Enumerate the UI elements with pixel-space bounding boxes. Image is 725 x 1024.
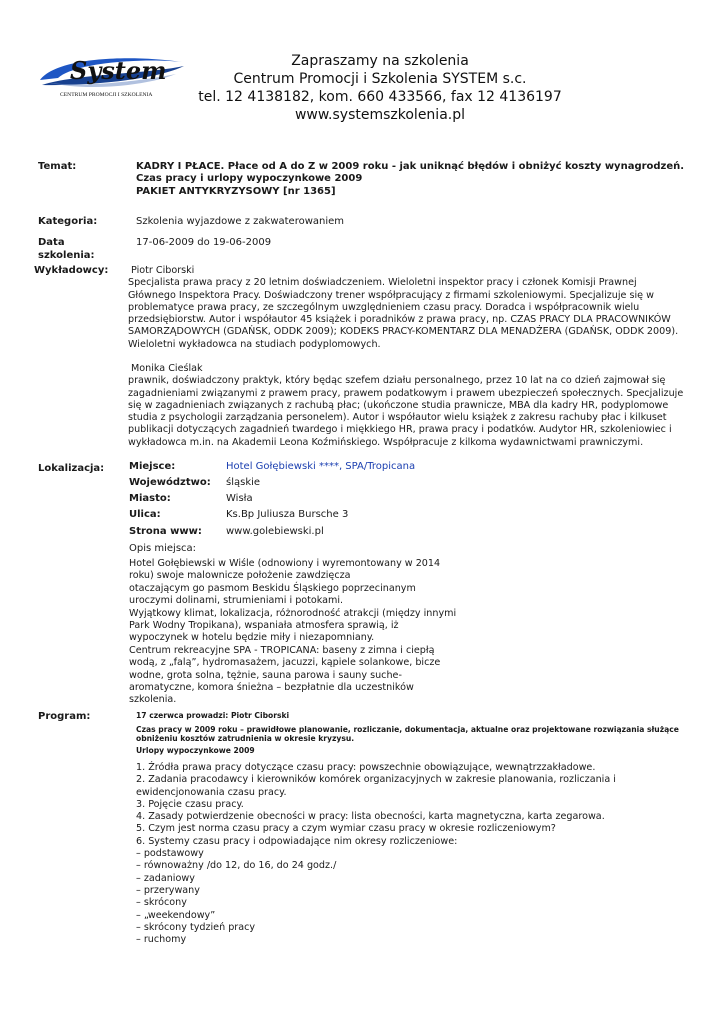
temat-line-2: Czas pracy i urlopy wypoczynkowe 2009 (136, 173, 363, 185)
program-label: Program: (38, 711, 91, 722)
company-logo (36, 52, 186, 100)
opis-miejsca-text (129, 558, 456, 707)
data-szkolenia-label (38, 237, 95, 262)
program-item: ewidencjonowania czasu pracy. (136, 786, 287, 798)
header-line-4[interactable]: www.systemszkolenia.pl (294, 107, 466, 123)
wojewodztwo-value: śląskie (226, 477, 261, 488)
lecturer-1 (128, 265, 678, 351)
program-item: – „weekendowy” (136, 909, 216, 921)
opis-line: aromatyczne, komora śnieżna – bezpłatnie dla uczestników (129, 682, 414, 694)
lecturer-2-bio-line: wykładowca m.in. na Akademii Leona Koźmińskiego. Współpracuje z kilkoma wydawnictwami prawniczymi. (128, 436, 644, 448)
header-line-3: tel. 12 4138182, kom. 660 433566, fax 12 4136197 (198, 89, 562, 105)
location-row-ulica (129, 509, 629, 523)
lecturer-2-bio-line: prawnik, doświadczony praktyk, który będąc szefem działu personalnego, przez 10 lat na co dzień zajmował się (128, 375, 666, 387)
data-szkolenia-value: 17-06-2009 do 19-06-2009 (136, 237, 272, 248)
miasto-value: Wisła (226, 493, 253, 504)
lecturer-1-bio-line: Głównego Inspektora Pracy. Doświadczony trener współpracujący z firmami szkoleniowymi. Specjalizuje się w (128, 289, 654, 301)
program-day-heading: 17 czerwca prowadzi: Piotr Ciborski (136, 711, 290, 720)
opis-line: szkolenia. (129, 694, 177, 706)
lokalizacja-label: Lokalizacja: (38, 463, 105, 474)
program-item: – ruchomy (136, 934, 187, 946)
data-label-line-1: Data (38, 237, 65, 248)
opis-line: Centrum rekreacyjne SPA - TROPICANA: baseny z zimna i ciepłą (129, 644, 435, 656)
program-item: – skrócony (136, 897, 187, 909)
opis-line: Hotel Gołębiewski w Wiśle (odnowiony i wyremontowany w 2014 (129, 558, 441, 569)
program-item: 6. Systemy czasu pracy i odpowiadające nim okresy rozliczeniowe: (136, 835, 458, 847)
program-item: 2. Zadania pracodawcy i kierowników komórek organizacyjnych w zakresie planowania, rozliczania i (136, 774, 616, 786)
program-item: – równoważny /do 12, do 16, do 24 godz./ (136, 860, 337, 872)
kategoria-value: Szkolenia wyjazdowe z zakwaterowaniem (136, 216, 345, 227)
location-row-miejsce (129, 461, 629, 475)
temat-label: Temat: (38, 161, 77, 172)
miasto-label: Miasto: (129, 493, 171, 504)
opis-line: roku) swoje malownicze położenie zawdzięcza (129, 570, 351, 582)
opis-line: wypoczynek w hotelu będzie miły i niezapomniany. (129, 632, 375, 644)
header-line-1: Zapraszamy na szkolenia (291, 53, 469, 69)
program-urlopy-heading: Urlopy wypoczynkowe 2009 (136, 746, 255, 755)
lecturer-2-bio-line: zagadnieniami związanymi z prawem pracy, prawem podatkowym i prawem ubezpieczeń społecznych. Specjalizuje (128, 387, 684, 399)
location-row-www (129, 526, 629, 540)
www-label: Strona www: (129, 526, 202, 537)
lecturer-1-bio-line: przedsiębiorstw. Autor i współautor 45 książek i poradników z prawa pracy, np. CZAS PRACY DLA PRACOWNIKÓW (128, 314, 671, 326)
lecturer-2-bio-line: studia z psychologii zarządzania personelem). Autor i współautor wielu książek z zakresu rachuby płac i kilkuset (128, 412, 667, 424)
kategoria-label: Kategoria: (38, 216, 98, 227)
ulica-label: Ulica: (129, 509, 161, 520)
program-subheading-line: Czas pracy w 2009 roku – prawidłowe planowanie, rozliczanie, dokumentacja, aktualne oraz projektowane rozwiązania służące (136, 725, 679, 734)
program-subheading (136, 725, 679, 744)
program-subheading-line: obniżeniu kosztów zatrudnienia w okresie kryzysu. (136, 734, 355, 744)
opis-line: wodą, z „falą”, hydromasażem, jacuzzi, kąpiele solankowe, bicze (129, 657, 441, 669)
program-item: – skrócony tydzień pracy (136, 921, 256, 933)
lecturer-1-bio-line: problematyce prawa pracy, ze szczególnym uwzględnieniem czasu pracy. Doradca i współpracownik wielu (128, 301, 640, 313)
miejsce-link[interactable]: Hotel Gołębiewski ****, SPA/Tropicana (226, 461, 416, 472)
program-item: 5. Czym jest norma czasu pracy a czym wymiar czasu pracy w okresie rozliczeniowym? (136, 823, 556, 835)
lecturer-2 (128, 363, 683, 449)
opis-line: Park Wodny Tropikana), wspaniała atmosfera sprawią, iż (129, 620, 399, 632)
program-item: 1. Źródła prawa pracy dotyczące czasu pracy: powszechnie obowiązujące, wewnątrzzakładowe. (136, 762, 596, 773)
lecturer-2-name: Monika Cieślak (131, 363, 203, 374)
program-item: – zadaniowy (136, 872, 195, 884)
opis-line: Wyjątkowy klimat, lokalizacja, różnorodność atrakcji (między innymi (129, 607, 457, 619)
temat-value (136, 161, 684, 198)
miejsce-label: Miejsce: (129, 461, 176, 472)
data-label-line-2: szkolenia: (38, 249, 95, 261)
header-line-2: Centrum Promocji i Szkolenia SYSTEM s.c. (233, 71, 527, 87)
location-row-miasto (129, 493, 629, 507)
logo-graphic (36, 52, 186, 100)
program-items (136, 762, 616, 946)
header-contact (190, 52, 570, 124)
opis-line: otaczającym go pasmom Beskidu Śląskiego poprzecinanym (129, 582, 416, 594)
wykladowcy-label: Wykładowcy: (34, 265, 109, 276)
wojewodztwo-label: Województwo: (129, 477, 211, 488)
lecturer-2-bio-line: publikacji dotyczących zagadnień twardego i miękkiego HR, prawa pracy i podatków. Audytor HR, szkoleniowiec i (128, 424, 672, 436)
location-row-wojewodztwo (129, 477, 629, 491)
program-item: 4. Zasady potwierdzenie obecności w pracy: lista obecności, karta magnetyczna, karta zegarowa. (136, 811, 605, 823)
program-item: – przerywany (136, 884, 200, 896)
lecturer-1-bio-line: Wieloletni wykładowca na studiach podyplomowych. (128, 338, 381, 350)
logo-word: System (70, 56, 167, 85)
opis-line: uroczymi dolinami, strumieniami i potokami. (129, 595, 344, 607)
program-item: – podstawowy (136, 848, 204, 860)
program-item: 3. Pojęcie czasu pracy. (136, 798, 244, 810)
opis-miejsca-label: Opis miejsca: (129, 543, 197, 554)
lecturer-1-bio-line: Specjalista prawa pracy z 20 letnim doświadczeniem. Wieloletni inspektor pracy i członek Komisji Prawnej (128, 277, 637, 289)
lecturer-1-bio-line: SAMORZĄDOWYCH (GDAŃSK, ODDK 2009); KODEKS PRACY-KOMENTARZ DLA MENADŻERA (GDAŃSK, ODDK 2009). (128, 326, 679, 338)
logo-tagline: CENTRUM PROMOCJI I SZKOLENIA (60, 92, 153, 98)
ulica-value: Ks.Bp Juliusza Bursche 3 (226, 509, 349, 520)
temat-line-3: PAKIET ANTYKRYZYSOWY [nr 1365] (136, 185, 336, 197)
lecturer-1-name: Piotr Ciborski (131, 265, 195, 276)
opis-line: wodne, grota solna, tężnie, sauna parowa i sauny suche- (129, 669, 402, 681)
lecturer-2-bio-line: się w zagadnieniach związanych z rachubą płac; (ukończone studia prawnicze, MBA dla kadry HR, podyplomowe (128, 399, 669, 411)
www-value[interactable]: www.golebiewski.pl (226, 526, 324, 537)
temat-line-1: KADRY I PŁACE. Płace od A do Z w 2009 roku - jak uniknąć błędów i obniżyć koszty wynagrodzeń. (136, 161, 685, 172)
